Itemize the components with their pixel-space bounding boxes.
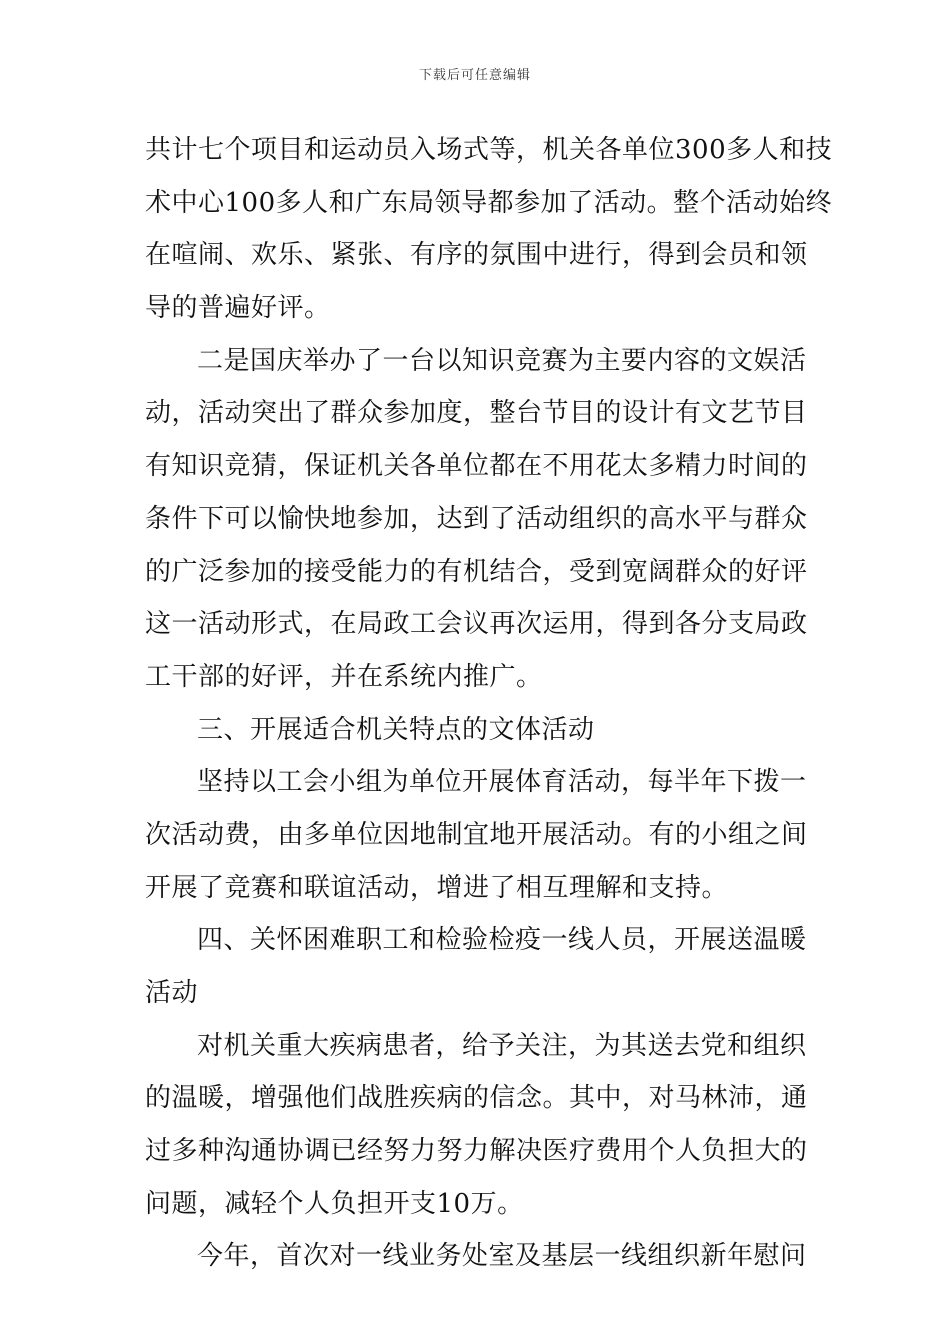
text-line: 导的普遍好评。: [145, 293, 331, 324]
text-line: 有知识竞猜，保证机关各单位都在不用花太多精力时间的: [145, 451, 808, 482]
text-line: 问题，减轻个人负担开支10万。: [145, 1188, 524, 1219]
text-line: 今年，首次对一线业务处室及基层一线组织新年慰问: [197, 1241, 807, 1272]
text-line: 这一活动形式，在局政工会议再次运用，得到各分支局政: [145, 609, 808, 640]
text-line: 条件下可以愉快地参加，达到了活动组织的高水平与群众: [145, 503, 808, 534]
text-line: 共计七个项目和运动员入场式等，机关各单位300多人和技: [145, 135, 833, 165]
text-line: 术中心100多人和广东局领导都参加了活动。整个活动始终: [145, 187, 833, 218]
text-line: 次活动费，由多单位因地制宜地开展活动。有的小组之间: [145, 819, 808, 850]
text-line: 的温暖，增强他们战胜疾病的信念。其中，对马林沛，通: [145, 1083, 808, 1114]
text-line: 坚持以工会小组为单位开展体育活动，每半年下拨一: [197, 767, 807, 798]
text-line: 在喧闹、欢乐、紧张、有序的氛围中进行，得到会员和领: [145, 240, 808, 271]
text-line: 的广泛参加的接受能力的有机结合，受到宽阔群众的好评: [145, 556, 808, 587]
document-body: [145, 124, 833, 1283]
text-line: 开展了竞赛和联谊活动，增进了相互理解和支持。: [145, 872, 729, 903]
text-line: 二是国庆举办了一台以知识竞赛为主要内容的文娱活: [197, 345, 807, 376]
page-header: 下载后可任意编辑: [418, 68, 531, 83]
text-line: 动，活动突出了群众参加度，整台节目的设计有文艺节目: [145, 398, 808, 429]
text-line: 对机关重大疾病患者，给予关注，为其送去党和组织: [197, 1030, 807, 1061]
text-line: 四、关怀困难职工和检验检疫一线人员，开展送温暖: [197, 925, 807, 956]
text-line: 三、开展适合机关特点的文体活动: [197, 714, 595, 745]
text-line: 活动: [145, 978, 199, 1008]
text-line: 过多种沟通协调已经努力努力解决医疗费用个人负担大的: [145, 1136, 808, 1167]
text-line: 工干部的好评，并在系统内推广。: [145, 661, 543, 692]
